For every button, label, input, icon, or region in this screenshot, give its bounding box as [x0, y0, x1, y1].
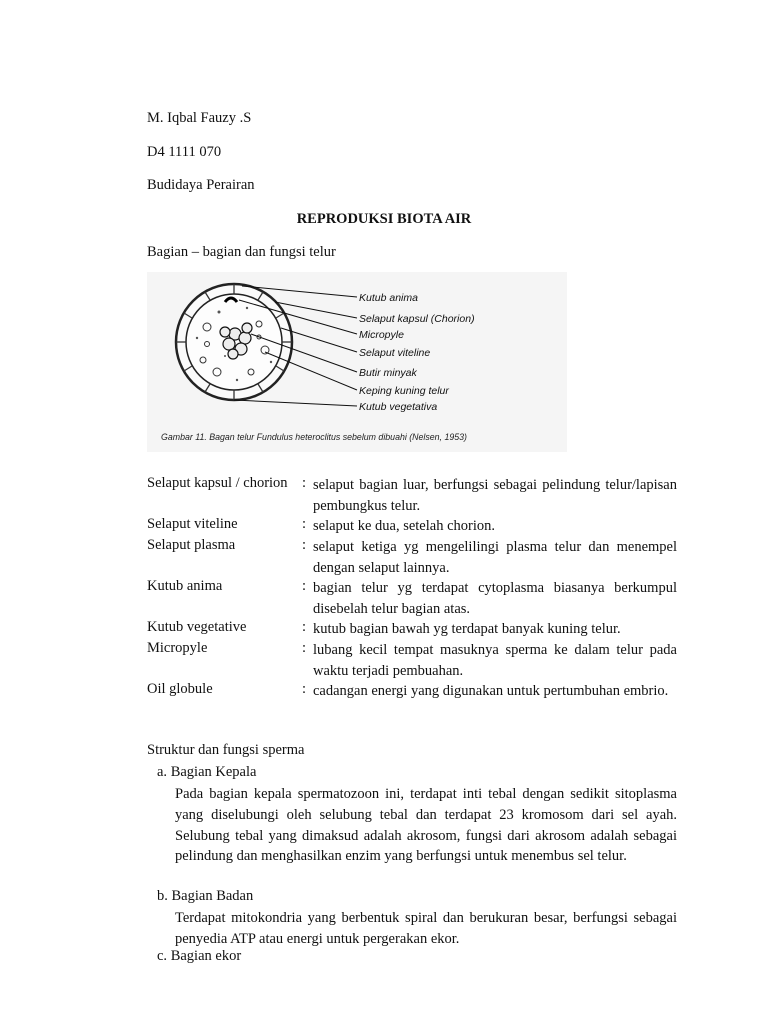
figure-label: Selaput kapsul (Chorion) [359, 313, 475, 325]
definition-colon: : [302, 475, 307, 491]
definition-colon: : [302, 640, 307, 656]
section-heading-sperm: Struktur dan fungsi sperma [147, 742, 305, 758]
list-heading: Bagian ekor [170, 948, 242, 964]
figure-caption: Gambar 11. Bagan telur Fundulus heteroclitus sebelum dibuahi (Nelsen, 1953) [161, 432, 467, 442]
definition-colon: : [302, 578, 307, 594]
definition-text: selaput ketiga yg mengelilingi plasma telur dan menempel dengan selaput lainnya. [313, 539, 677, 576]
definition-colon: : [302, 516, 307, 532]
definition-text: cadangan energi yang digunakan untuk pertumbuhan embrio. [313, 683, 669, 699]
definition-colon: : [302, 681, 307, 697]
figure-label: Butir minyak [359, 367, 417, 379]
list-marker: c. [157, 948, 168, 964]
list-heading: Bagian Badan [171, 888, 254, 904]
definition-text: bagian telur yg terdapat cytoplasma biasanya berkumpul disebelah telur bagian atas. [313, 580, 677, 617]
list-item-heading [157, 888, 253, 905]
department: Budidaya Perairan [147, 177, 255, 193]
egg-diagram-figure [147, 272, 567, 452]
list-marker: a. [157, 764, 168, 780]
list-paragraph: Pada bagian kepala spermatozoon ini, terdapat inti tebal dengan sedikit sitoplasma yang diselubungi oleh selubung tebal dan terdapat 23 kromosom dari sel ayah. Selubung tebal yang dimaksud adalah akrosom, fungsi dari akrosom adalah sebagai pelindung dan menghasilkan enzim yang berfungsi untuk menembus sel telur. [175, 786, 677, 865]
section-heading-egg: Bagian – bagian dan fungsi telur [147, 244, 336, 260]
definition-text: lubang kecil tempat masuknya sperma ke dalam telur pada waktu terjadi pembuahan. [313, 642, 677, 679]
definition-colon: : [302, 537, 307, 553]
definition-term: Micropyle [147, 640, 208, 656]
figure-label: Selaput viteline [359, 347, 431, 359]
figure-label: Kutub anima [359, 292, 418, 304]
list-marker: b. [157, 888, 168, 904]
list-item-heading [157, 764, 256, 781]
student-id: D4 1111 070 [147, 144, 222, 160]
definition-term: Kutub anima [147, 578, 223, 594]
definition-term: Oil globule [147, 681, 213, 697]
figure-label: Kutub vegetativa [359, 401, 438, 413]
author-name: M. Iqbal Fauzy .S [147, 110, 252, 126]
definition-text: selaput ke dua, setelah chorion. [313, 518, 495, 534]
list-paragraph: Terdapat mitokondria yang berbentuk spiral dan berukuran besar, berfungsi sebagai penyedia ATP atau energi untuk pergerakan ekor. [175, 910, 677, 947]
definition-colon: : [302, 619, 307, 635]
document-title: REPRODUKSI BIOTA AIR [296, 211, 472, 227]
figure-label: Micropyle [359, 329, 404, 341]
figure-label: Keping kuning telur [359, 385, 449, 397]
definition-term: Selaput viteline [147, 516, 238, 532]
list-item-heading [157, 948, 241, 965]
definition-text: kutub bagian bawah yg terdapat banyak kuning telur. [313, 621, 621, 637]
definition-term: Selaput kapsul / chorion [147, 475, 288, 491]
definition-term: Kutub vegetative [147, 619, 247, 635]
definition-text: selaput bagian luar, berfungsi sebagai pelindung telur/lapisan pembungkus telur. [313, 477, 677, 514]
list-heading: Bagian Kepala [170, 764, 257, 780]
definition-term: Selaput plasma [147, 537, 236, 553]
